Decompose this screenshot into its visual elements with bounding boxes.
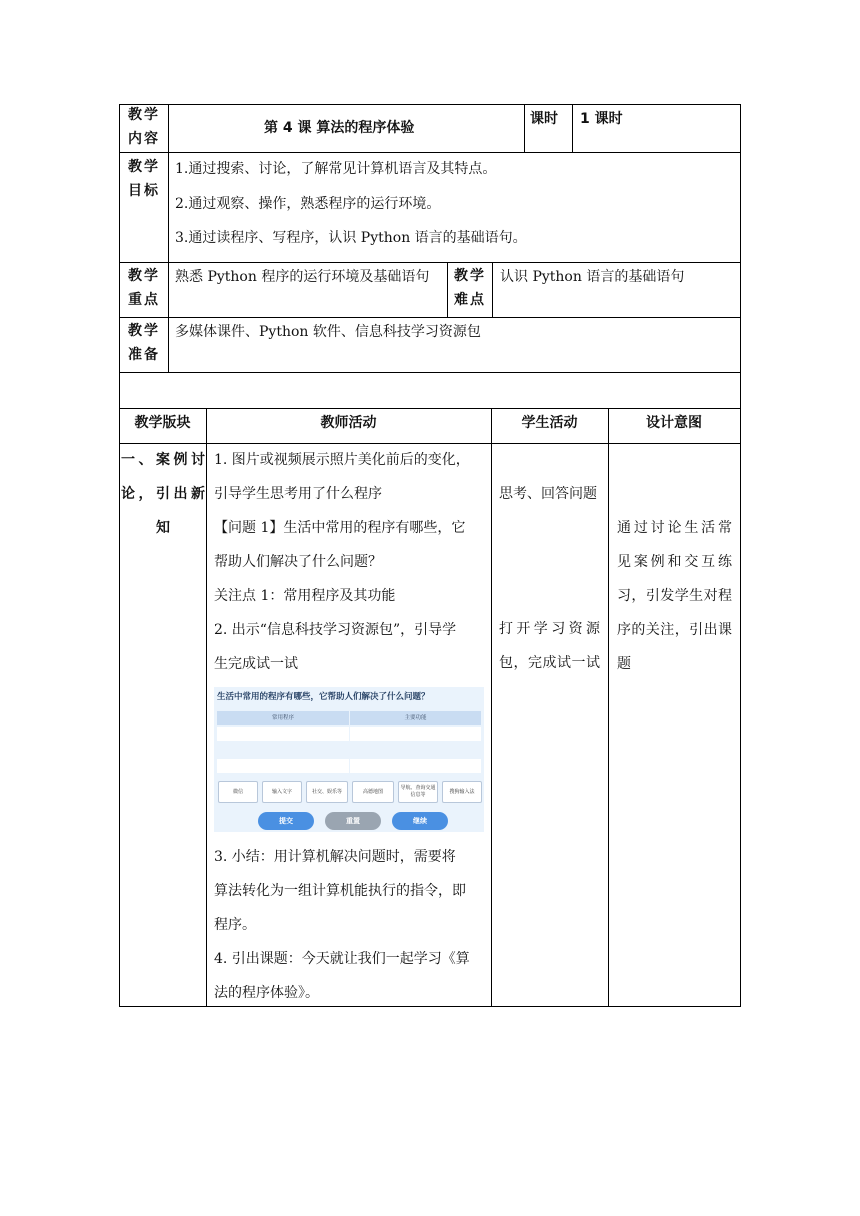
exercise-submit-button[interactable]: 提交 <box>258 812 314 830</box>
design-intent: 通过讨论生活常 见案例和交互练 习，引发学生对程 序的关注，引出课 题 <box>617 520 732 672</box>
objective-item-1: 1.通过搜索、讨论，了解常见计算机语言及其特点。 <box>175 161 497 177</box>
content-label: 教学内容 <box>128 107 160 147</box>
objective-item-2: 2.通过观察、操作，熟悉程序的运行环境。 <box>175 196 441 212</box>
exercise-drop-slot[interactable] <box>217 727 349 741</box>
exercise-col-function: 主要功能 <box>350 711 481 725</box>
exercise-continue-button[interactable]: 继续 <box>392 812 448 830</box>
section-title: 一、案例讨 论，引出新 知 <box>121 452 205 536</box>
header-section: 教学版块 <box>134 415 191 431</box>
objective-item-3: 3.通过读程序、写程序，认识 Python 语言的基础语句。 <box>175 230 527 246</box>
exercise-chip[interactable]: 高德地图 <box>352 781 394 803</box>
key-points-text: 熟悉 Python 程序的运行环境及基础语句 <box>175 269 430 285</box>
exercise-chip[interactable]: 微信 <box>218 781 258 803</box>
key-points-label: 教学重点 <box>128 268 160 308</box>
header-teacher: 教师活动 <box>320 415 377 431</box>
preparation-text: 多媒体课件、Python 软件、信息科技学习资源包 <box>175 324 481 340</box>
header-intent: 设计意图 <box>646 415 702 431</box>
objectives-label: 教学目标 <box>128 159 160 199</box>
hours-label: 课时 <box>530 111 558 127</box>
student-activity-1: 思考、回答问题 <box>499 486 597 502</box>
teacher-activity-bottom: 3. 小结：用计算机解决问题时，需要将 算法转化为一组计算机能执行的指令，即 程序。 4. 引出课题：今天就让我们一起学习《算 法的程序体验》。 <box>214 849 470 1001</box>
exercise-chip[interactable]: 搜狗输入法 <box>442 781 482 803</box>
exercise-screenshot <box>214 687 484 832</box>
lesson-title: 第 4 课 算法的程序体验 <box>264 120 415 136</box>
exercise-drop-slot[interactable] <box>350 759 481 773</box>
exercise-col-program: 常用程序 <box>217 711 349 725</box>
header-student: 学生活动 <box>521 415 578 431</box>
student-activity-2: 打开学习资源 包，完成试一试 <box>499 621 600 671</box>
difficulty-text: 认识 Python 语言的基础语句 <box>500 269 685 285</box>
exercise-chip[interactable]: 输入文字 <box>262 781 302 803</box>
exercise-reset-button[interactable]: 重置 <box>325 812 381 830</box>
exercise-drop-slot[interactable] <box>350 727 481 741</box>
preparation-label: 教学准备 <box>128 323 160 363</box>
teacher-activity-top: 1. 图片或视频展示照片美化前后的变化， 引导学生思考用了什么程序 【问题 1】生活中常用的程序有哪些，它 帮助人们解决了什么问题？ 关注点 1：常用程序及其功能 2. 出示“信息科技学习资源包”，引导学 生完成试一试 <box>214 452 470 672</box>
hours-value: 1 课时 <box>580 111 623 127</box>
exercise-chip[interactable]: 导航、查询交通信息等 <box>398 781 438 803</box>
exercise-question: 生活中常用的程序有哪些，它帮助人们解决了什么问题？ <box>217 692 430 702</box>
exercise-chip[interactable]: 社交、娱乐等 <box>306 781 348 803</box>
difficulty-label: 教学难点 <box>454 268 486 308</box>
exercise-drop-slot[interactable] <box>217 759 349 773</box>
